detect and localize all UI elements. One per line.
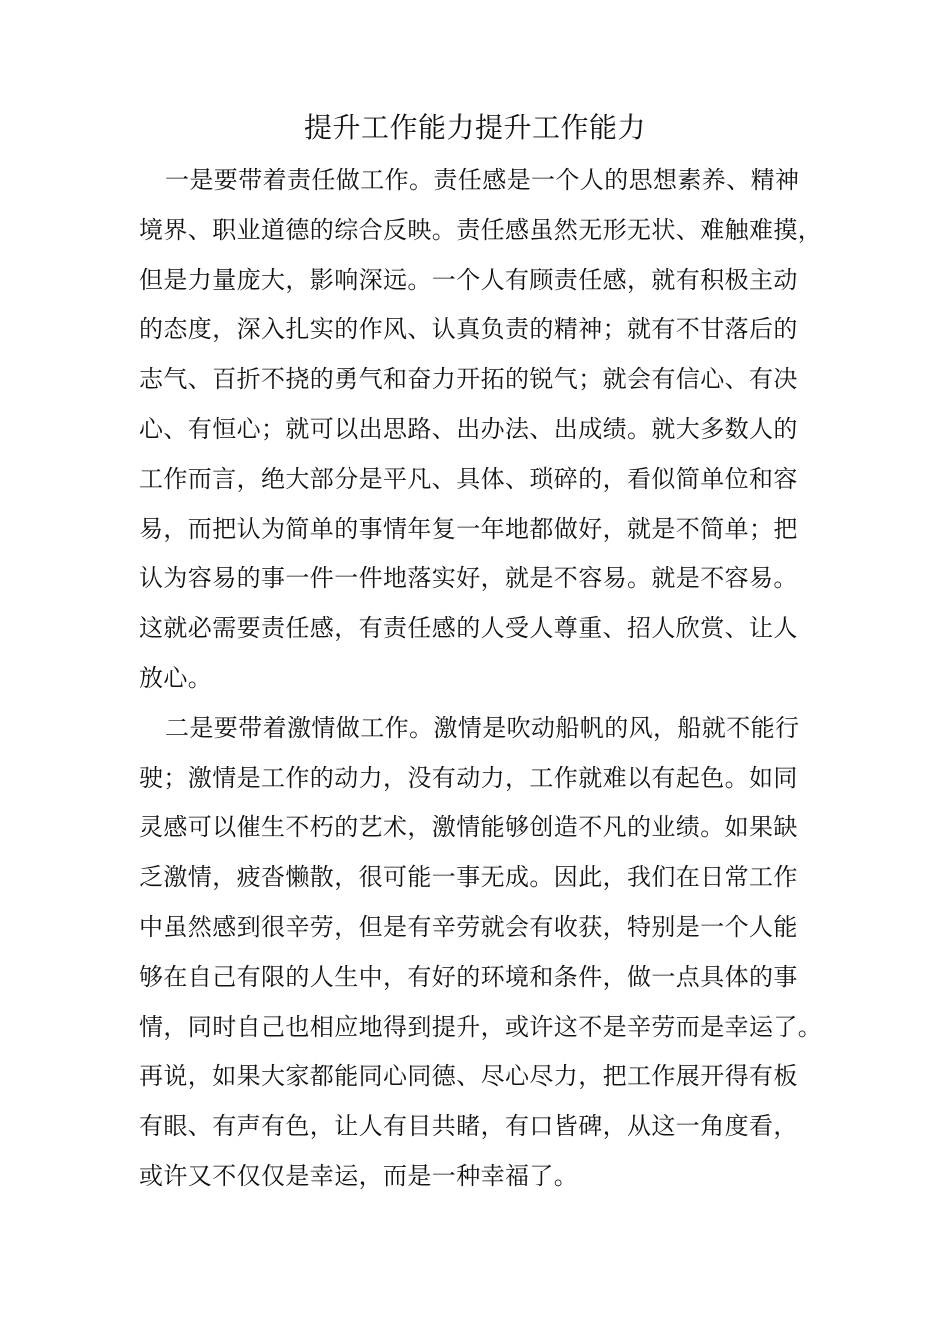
paragraph-2-line-6: 够在自己有限的人生中，有好的环境和条件，做一点具体的事 — [139, 962, 798, 991]
paragraph-1-line-2: 境界、职业道德的综合反映。责任感虽然无形无状、难触难摸， — [139, 215, 823, 244]
paragraph-2-line-3: 灵感可以催生不朽的艺术，激情能够创造不凡的业绩。如果缺 — [139, 813, 798, 842]
paragraph-1-line-5: 志气、百折不挠的勇气和奋力开拓的锐气；就会有信心、有决 — [139, 365, 798, 394]
paragraph-2-line-7: 情，同时自己也相应地得到提升，或许这不是辛劳而是幸运了。 — [139, 1012, 823, 1041]
paragraph-1-line-7: 工作而言，绝大部分是平凡、具体、琐碎的，看似简单位和容 — [139, 464, 798, 493]
paragraph-2-line-5: 中虽然感到很辛劳，但是有辛劳就会有收获，特别是一个人能 — [139, 912, 798, 941]
paragraph-1-line-9: 认为容易的事一件一件地落实好，就是不容易。就是不容易。 — [139, 564, 798, 593]
paragraph-2-line-9: 有眼、有声有色，让人有目共睹，有口皆碑，从这一角度看， — [139, 1112, 798, 1141]
paragraph-2-line-4: 乏激情，疲沓懒散，很可能一事无成。因此，我们在日常工作 — [139, 863, 798, 892]
paragraph-2-line-10: 或许又不仅仅是幸运，而是一种幸福了。 — [139, 1161, 579, 1190]
paragraph-1-line-4: 的态度，深入扎实的作风、认真负责的精神；就有不甘落后的 — [139, 315, 798, 344]
paragraph-2-line-8: 再说，如果大家都能同心同德、尽心尽力，把工作展开得有板 — [139, 1062, 798, 1091]
document-title: 提升工作能力提升工作能力 — [303, 111, 646, 144]
paragraph-1-line-1: 一是要带着责任做工作。责任感是一个人的思想素养、精神 — [165, 166, 800, 194]
paragraph-2-line-1: 二是要带着激情做工作。激情是吹动船帆的风，船就不能行 — [165, 713, 800, 742]
document-body — [139, 156, 823, 1202]
paragraph-1-line-10: 这就必需要责任感，有责任感的人受人尊重、招人欣赏、让人 — [139, 614, 798, 643]
paragraph-1-line-6: 心、有恒心；就可以出思路、出办法、出成绩。就大多数人的 — [139, 414, 798, 443]
paragraph-1-line-11: 放心。 — [139, 663, 213, 692]
paragraph-1-line-3: 但是力量庞大，影响深远。一个人有顾责任感，就有积极主动 — [139, 265, 798, 294]
paragraph-2-line-2: 驶；激情是工作的动力，没有动力，工作就难以有起色。如同 — [139, 763, 798, 792]
paragraph-1-line-8: 易，而把认为简单的事情年复一年地都做好，就是不简单；把 — [139, 514, 798, 543]
